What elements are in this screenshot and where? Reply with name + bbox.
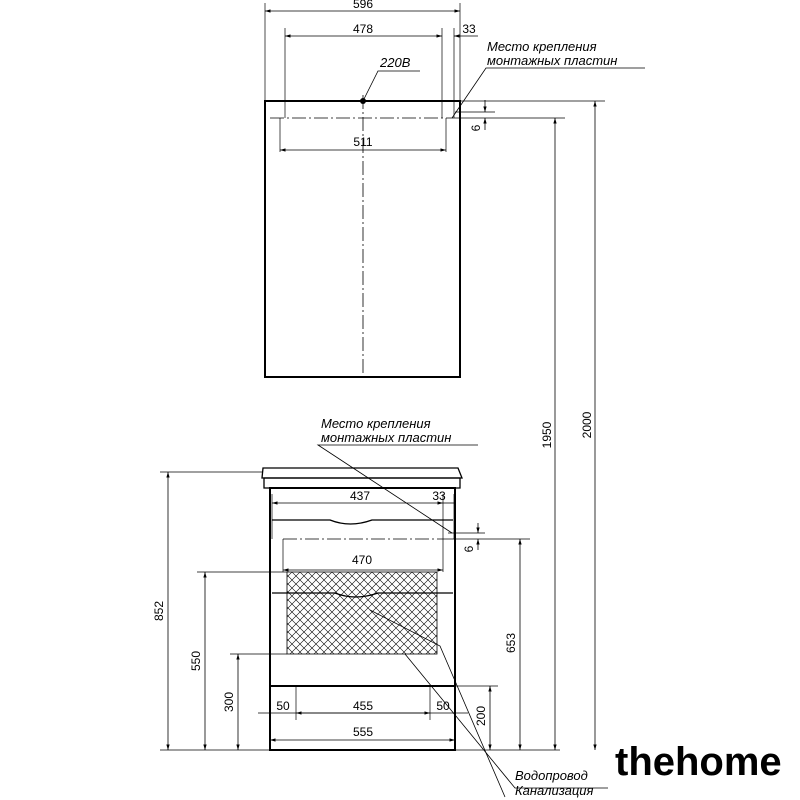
- dim-300: 300: [222, 691, 236, 713]
- dim-6-top: 6: [469, 124, 483, 132]
- dim-470: 470: [351, 553, 373, 567]
- dim-6-cab: 6: [462, 545, 476, 553]
- watermark-logo: thehome: [615, 740, 782, 784]
- dim-33-top: 33: [462, 22, 476, 36]
- dim-653: 653: [504, 632, 518, 654]
- sink-top: [262, 468, 462, 478]
- dim-2000: 2000: [580, 411, 594, 439]
- dim-511: 511: [353, 135, 373, 149]
- dim-550: 550: [189, 650, 203, 672]
- water-label: Водопровод: [515, 768, 588, 783]
- dim-478: 478: [352, 22, 374, 36]
- mount-label-cab-1: Место крепления: [321, 416, 431, 431]
- dim-596: 596: [352, 0, 374, 11]
- dim-50-right: 50: [436, 699, 450, 713]
- dim-200: 200: [474, 705, 488, 727]
- height-dimensions: [460, 101, 605, 750]
- dim-455: 455: [352, 699, 374, 713]
- dim-852: 852: [152, 600, 166, 622]
- power-leader: [363, 71, 420, 101]
- mount-leader-top: [452, 68, 645, 118]
- dim-33-cab: 33: [432, 489, 446, 503]
- pipe-zone: [287, 572, 437, 654]
- top-drawer-edge: [272, 520, 453, 524]
- mirror-group: [265, 0, 645, 377]
- sink-body: [264, 478, 460, 488]
- dim-437: 437: [349, 489, 371, 503]
- cabinet-group: [152, 416, 608, 798]
- dim-555: 555: [352, 725, 374, 739]
- dim-1950: 1950: [540, 421, 554, 449]
- mount-label-cab-2: монтажных пластин: [321, 430, 452, 445]
- power-label: 220В: [380, 55, 411, 70]
- mount-label-top-2: монтажных пластин: [487, 53, 618, 68]
- dim-50-left: 50: [276, 699, 290, 713]
- mount-label-top-1: Место крепления: [487, 39, 597, 54]
- sewer-label: Канализация: [515, 783, 594, 798]
